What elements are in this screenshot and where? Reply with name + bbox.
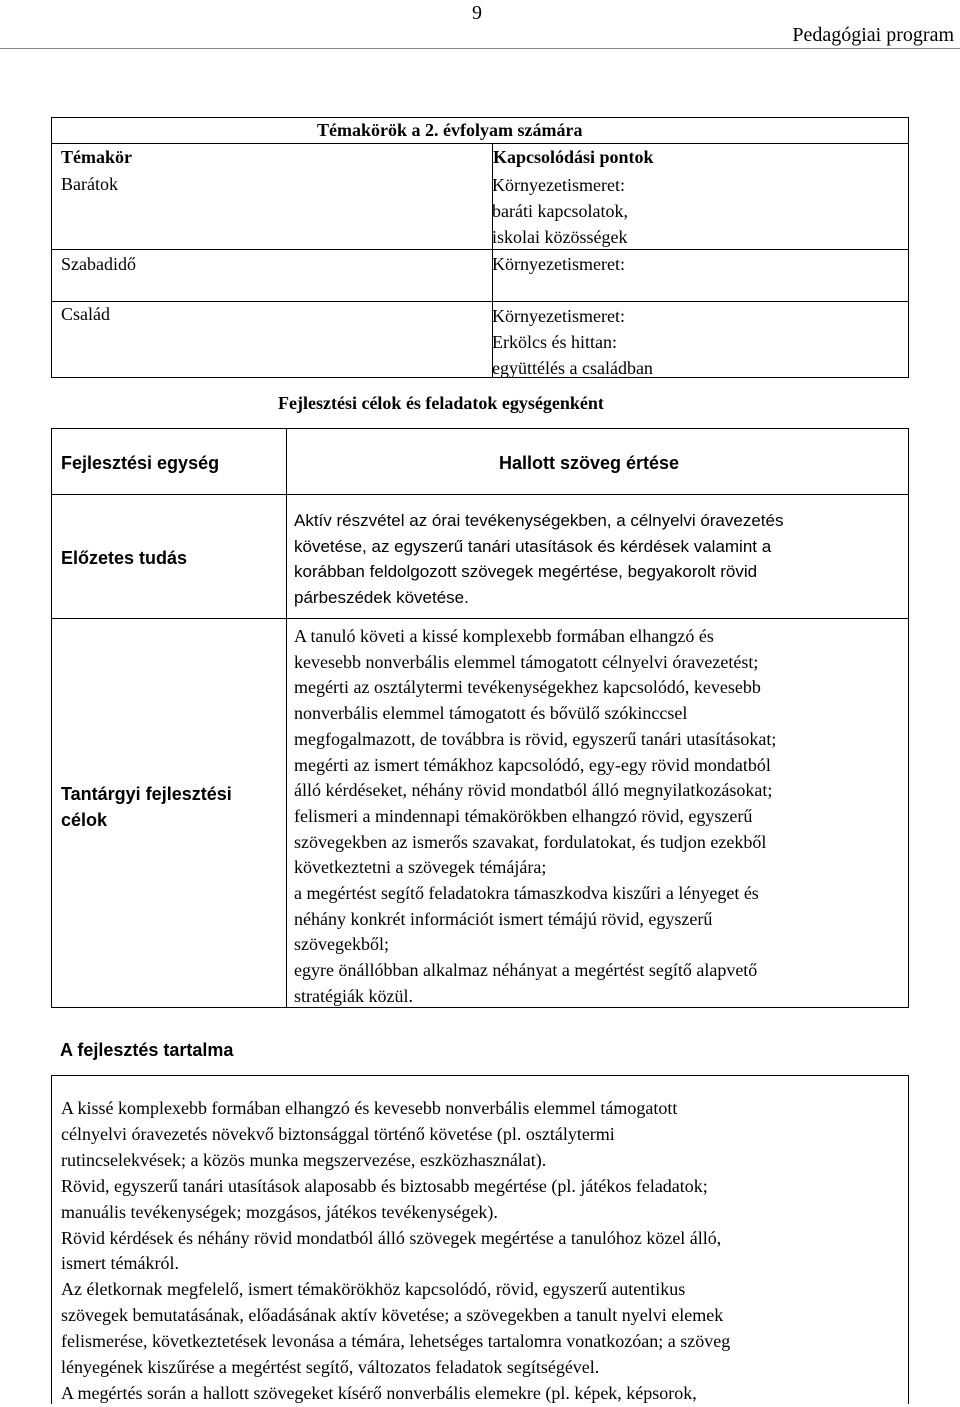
links-cell: [492, 303, 653, 381]
text-line: néhány konkrét információt ismert témájú rövid, egyszerű: [294, 908, 713, 929]
text-line: A megértés során a hallott szövegeket kísérő nonverbális elemekre (pl. képek, képsorok,: [61, 1382, 697, 1403]
text-line: célnyelvi óravezetés növekvő biztonsággal történő követése (pl. osztálytermi: [61, 1123, 615, 1144]
link-line: iskolai közösségek: [492, 227, 628, 247]
section-heading-content: A fejlesztés tartalma: [60, 1040, 234, 1060]
text-line: kevesebb nonverbális elemmel támogatott célnyelvi óravezetést;: [294, 651, 759, 672]
page-number: 9: [472, 2, 482, 24]
prior-text-cell: [286, 494, 909, 619]
text-line: szövegekből;: [294, 934, 389, 955]
prior-text: [294, 508, 783, 611]
link-line: Környezetismeret:: [492, 175, 625, 195]
topic-cell: Család: [61, 304, 110, 324]
unit-value: Hallott szöveg értése: [499, 453, 680, 473]
text-line: Rövid kérdések és néhány rövid mondatból álló szövegek megértése a tanulóhoz közel álló,: [61, 1227, 722, 1248]
text-line: nonverbális elemmel támogatott és bővülő szókinccsel: [294, 703, 688, 724]
text-line: követése, az egyszerű tanári utasítások és kérdések valamint a: [294, 536, 772, 556]
text-line: szövegek bemutatásának, előadásának aktív követése; a szövegekben a tanult nyelvi elemek: [61, 1305, 724, 1326]
topic-cell: Szabadidő: [61, 254, 136, 274]
goals-label-line: Tantárgyi fejlesztési: [61, 784, 232, 804]
text-line: Az életkornak megfelelő, ismert témakörökhöz kapcsolódó, rövid, egyszerű autentikus: [61, 1279, 686, 1300]
text-line: ismert témákról.: [61, 1253, 179, 1274]
text-line: stratégiák közül.: [294, 985, 413, 1006]
text-line: megérti az osztálytermi tevékenységekhez kapcsolódó, kevesebb: [294, 677, 761, 698]
link-line: Környezetismeret:: [492, 254, 625, 274]
topics-table: [51, 117, 909, 378]
text-line: megérti az ismert témákhoz kapcsolódó, egy-egy rövid mondatból: [294, 754, 771, 775]
text-line: manuális tevékenységek; mozgásos, játékos tevékenységek).: [61, 1201, 498, 1222]
section-heading-dev: Fejlesztési célok és feladatok egységenként: [278, 393, 604, 413]
text-line: álló kérdéseket, néhány rövid mondatból álló megnyilatkozásokat;: [294, 780, 773, 801]
goals-text-cell: [286, 618, 909, 1008]
goals-label-line: célok: [61, 809, 108, 830]
text-line: következtetni a szövegek témájára;: [294, 857, 547, 878]
document-title: Pedagógiai program: [792, 24, 954, 46]
text-line: párbeszédek követése.: [294, 588, 469, 608]
text-line: Rövid, egyszerű tanári utasítások alaposabb és biztosabb megértése (pl. játékos feladatok;: [61, 1175, 708, 1196]
goals-text: [294, 624, 776, 1010]
topic-cell: Barátok: [61, 174, 118, 194]
link-line: együttélés a családban: [492, 358, 653, 378]
text-line: szövegekben az ismerős szavakat, fordulatokat, és tudjon ezekből: [294, 831, 767, 852]
text-line: lényegének kiszűrése a megértést segítő, változatos feladatok segítségével.: [61, 1357, 600, 1378]
goals-label: [61, 782, 232, 833]
text-line: egyre önállóbban alkalmaz néhányat a megértést segítő alapvető: [294, 960, 758, 981]
table-divider: [52, 143, 908, 144]
unit-value-cell: [286, 428, 909, 495]
header-rule: [0, 48, 960, 49]
text-line: A kissé komplexebb formában elhangzó és kevesebb nonverbális elemmel támogatott: [61, 1098, 678, 1118]
goals-label-cell: [51, 618, 287, 1008]
content-box: [51, 1075, 909, 1404]
text-line: korábban feldolgozott szövegek megértése, begyakorolt rövid: [294, 562, 758, 582]
prior-label: Előzetes tudás: [61, 548, 188, 568]
content-text: [61, 1096, 891, 1407]
text-line: felismeri a mindennapi témakörökben elhangzó rövid, egyszerű: [294, 805, 753, 826]
unit-label-cell: [51, 428, 287, 495]
table-divider: [52, 301, 908, 302]
dev-table: [51, 428, 909, 1008]
text-line: A tanuló követi a kissé komplexebb formában elhangzó és: [294, 626, 714, 646]
text-line: megfogalmazott, de továbbra is rövid, egyszerű tanári utasításokat;: [294, 728, 777, 749]
topics-caption: Témakörök a 2. évfolyam számára: [317, 120, 583, 140]
col-header-topic: Témakör: [61, 147, 132, 167]
unit-label: Fejlesztési egység: [61, 453, 220, 473]
text-line: felismerése, következtetések levonása a témára, lehetséges tartalomra vonatkozóan; a szöveg: [61, 1331, 731, 1352]
links-cell: [492, 251, 625, 277]
links-cell: [492, 172, 628, 250]
prior-label-cell: [51, 494, 287, 619]
text-line: Aktív részvétel az órai tevékenységekben, a célnyelvi óravezetés: [294, 511, 784, 530]
link-line: Erkölcs és hittan:: [492, 332, 617, 352]
text-line: a megértést segítő feladatokra támaszkodva kiszűri a lényeget és: [294, 883, 759, 904]
col-header-links: Kapcsolódási pontok: [493, 147, 654, 167]
link-line: Környezetismeret:: [492, 306, 625, 326]
text-line: rutincselekvések; a közös munka megszervezése, eszközhasználat).: [61, 1149, 547, 1170]
link-line: baráti kapcsolatok,: [492, 201, 628, 221]
table-divider: [52, 249, 908, 250]
